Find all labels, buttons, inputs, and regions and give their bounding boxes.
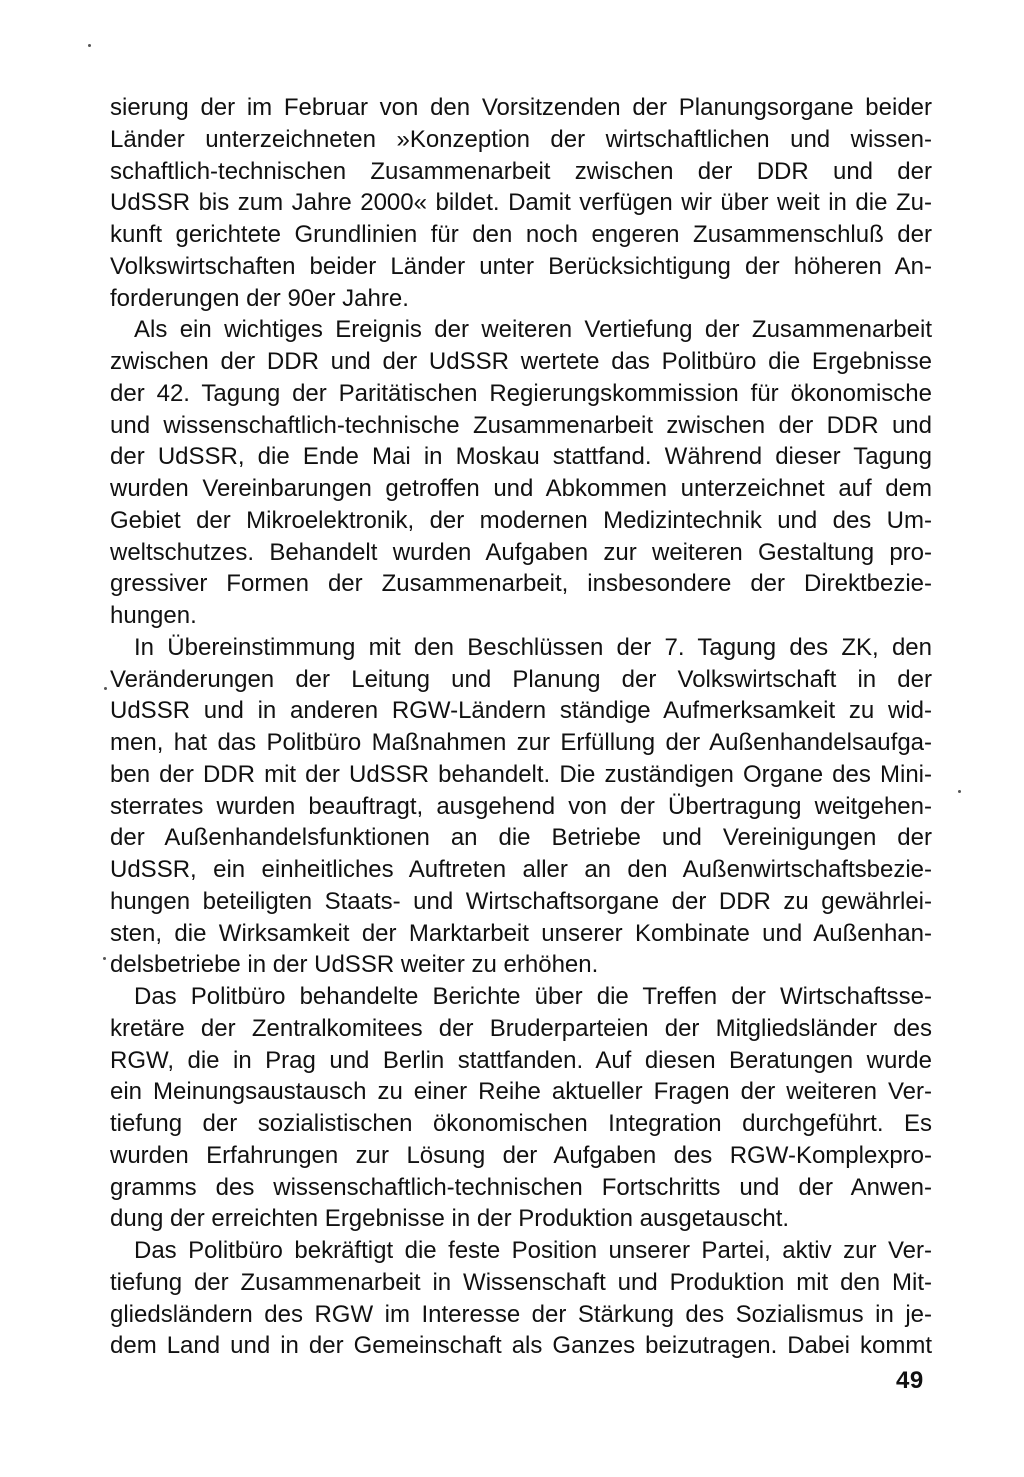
paragraph [110,314,932,632]
text-line: Das Politbüro bekräftigt die feste Position unserer Partei, aktiv zur Ver- [134,1237,932,1264]
text-line: zwischen der DDR und der UdSSR wertete das Politbüro die Ergebnisse [110,348,932,375]
text-line: dung der erreichten Ergebnisse in der Produktion ausgetauscht. [110,1205,790,1233]
text-line: sterrates wurden beauftragt, ausgehend von der Übertragung weitgehen- [110,792,932,820]
text-line: sten, die Wirksamkeit der Marktarbeit unserer Kombinate und Außenhan- [110,919,932,947]
text-line: schaftlich-technischen Zusammenarbeit zwischen der DDR und der [110,157,932,185]
text-line: tiefung der sozialistischen ökonomischen Integration durchgeführt. Es [110,1110,932,1137]
text-line: und wissenschaftlich-technische Zusammenarbeit zwischen der DDR und [110,411,932,439]
scan-speck [104,687,107,690]
paragraph [110,1235,932,1362]
text-line: gramms des wissenschaftlich-technischen Fortschritts und der Anwen- [110,1173,932,1201]
scan-speck [958,790,961,793]
text-line: weltschutzes. Behandelt wurden Aufgaben zur weiteren Gestaltung pro- [110,538,932,566]
text-line: Volkswirtschaften beider Länder unter Berücksichtigung der höheren An- [110,252,932,280]
text-line: kretäre der Zentralkomitees der Bruderparteien der Mitgliedsländer des [110,1014,932,1042]
paragraph [110,632,932,981]
text-line: ein Meinungsaustausch zu einer Reihe aktueller Fragen der weiteren Ver- [110,1078,932,1106]
text-line: RGW, die in Prag und Berlin stattfanden. Auf diesen Beratungen wurde [110,1046,932,1074]
text-line: In Übereinstimmung mit den Beschlüssen der 7. Tagung des ZK, den [134,633,932,661]
text-line: der Außenhandelsfunktionen an die Betriebe und Vereinigungen der [110,824,932,852]
page-number: 49 [896,1367,924,1394]
text-line: hungen beteiligten Staats- und Wirtschaftsorgane der DDR zu gewährlei- [110,887,932,915]
text-line: wurden Vereinbarungen getroffen und Abkommen unterzeichnet auf dem [110,475,932,502]
text-line: UdSSR, ein einheitliches Auftreten aller an den Außenwirtschaftsbezie- [110,856,932,883]
text-line: ben der DDR mit der UdSSR behandelt. Die zuständigen Organe des Mini- [110,760,932,788]
text-line: wurden Erfahrungen zur Lösung der Aufgaben des RGW-Komplexpro- [110,1141,932,1169]
text-line: der UdSSR, die Ende Mai in Moskau stattfand. Während dieser Tagung [110,443,932,471]
text-line: UdSSR bis zum Jahre 2000« bildet. Damit verfügen wir über weit in die Zu- [110,189,932,217]
paragraph [110,981,932,1235]
body-text [110,92,932,1362]
text-line: Als ein wichtiges Ereignis der weiteren Vertiefung der Zusammenarbeit [134,316,932,344]
text-line: Das Politbüro behandelte Berichte über die Treffen der Wirtschaftsse- [134,983,932,1010]
text-line: delsbetriebe in der UdSSR weiter zu erhöhen. [110,951,599,979]
text-line: Länder unterzeichneten »Konzeption der wirtschaftlichen und wissen- [110,125,932,153]
paragraph [110,92,932,314]
scan-speck [88,44,91,47]
text-line: dem Land und in der Gemeinschaft als Ganzes beizutragen. Dabei kommt [110,1332,932,1360]
scan-speck [103,957,106,960]
text-line: men, hat das Politbüro Maßnahmen zur Erfüllung der Außenhandelsaufga- [110,729,932,756]
text-line: UdSSR und in anderen RGW-Ländern ständige Aufmerksamkeit zu wid- [110,697,932,725]
text-line: gressiver Formen der Zusammenarbeit, insbesondere der Direktbezie- [110,570,932,598]
text-line: der 42. Tagung der Paritätischen Regierungskommission für ökonomische [110,379,932,407]
text-line: sierung der im Februar von den Vorsitzenden der Planungsorgane beider [110,94,932,121]
text-line: Veränderungen der Leitung und Planung der Volkswirtschaft in der [110,665,932,693]
text-line: kunft gerichtete Grundlinien für den noch engeren Zusammenschluß der [110,221,932,248]
text-line: tiefung der Zusammenarbeit in Wissenschaft und Produktion mit den Mit- [110,1268,932,1296]
text-line: gliedsländern des RGW im Interesse der Stärkung des Sozialismus in je- [110,1300,932,1328]
text-line: Gebiet der Mikroelektronik, der modernen Medizintechnik und des Um- [110,506,932,534]
text-line: hungen. [110,602,197,629]
text-line: forderungen der 90er Jahre. [110,284,409,312]
